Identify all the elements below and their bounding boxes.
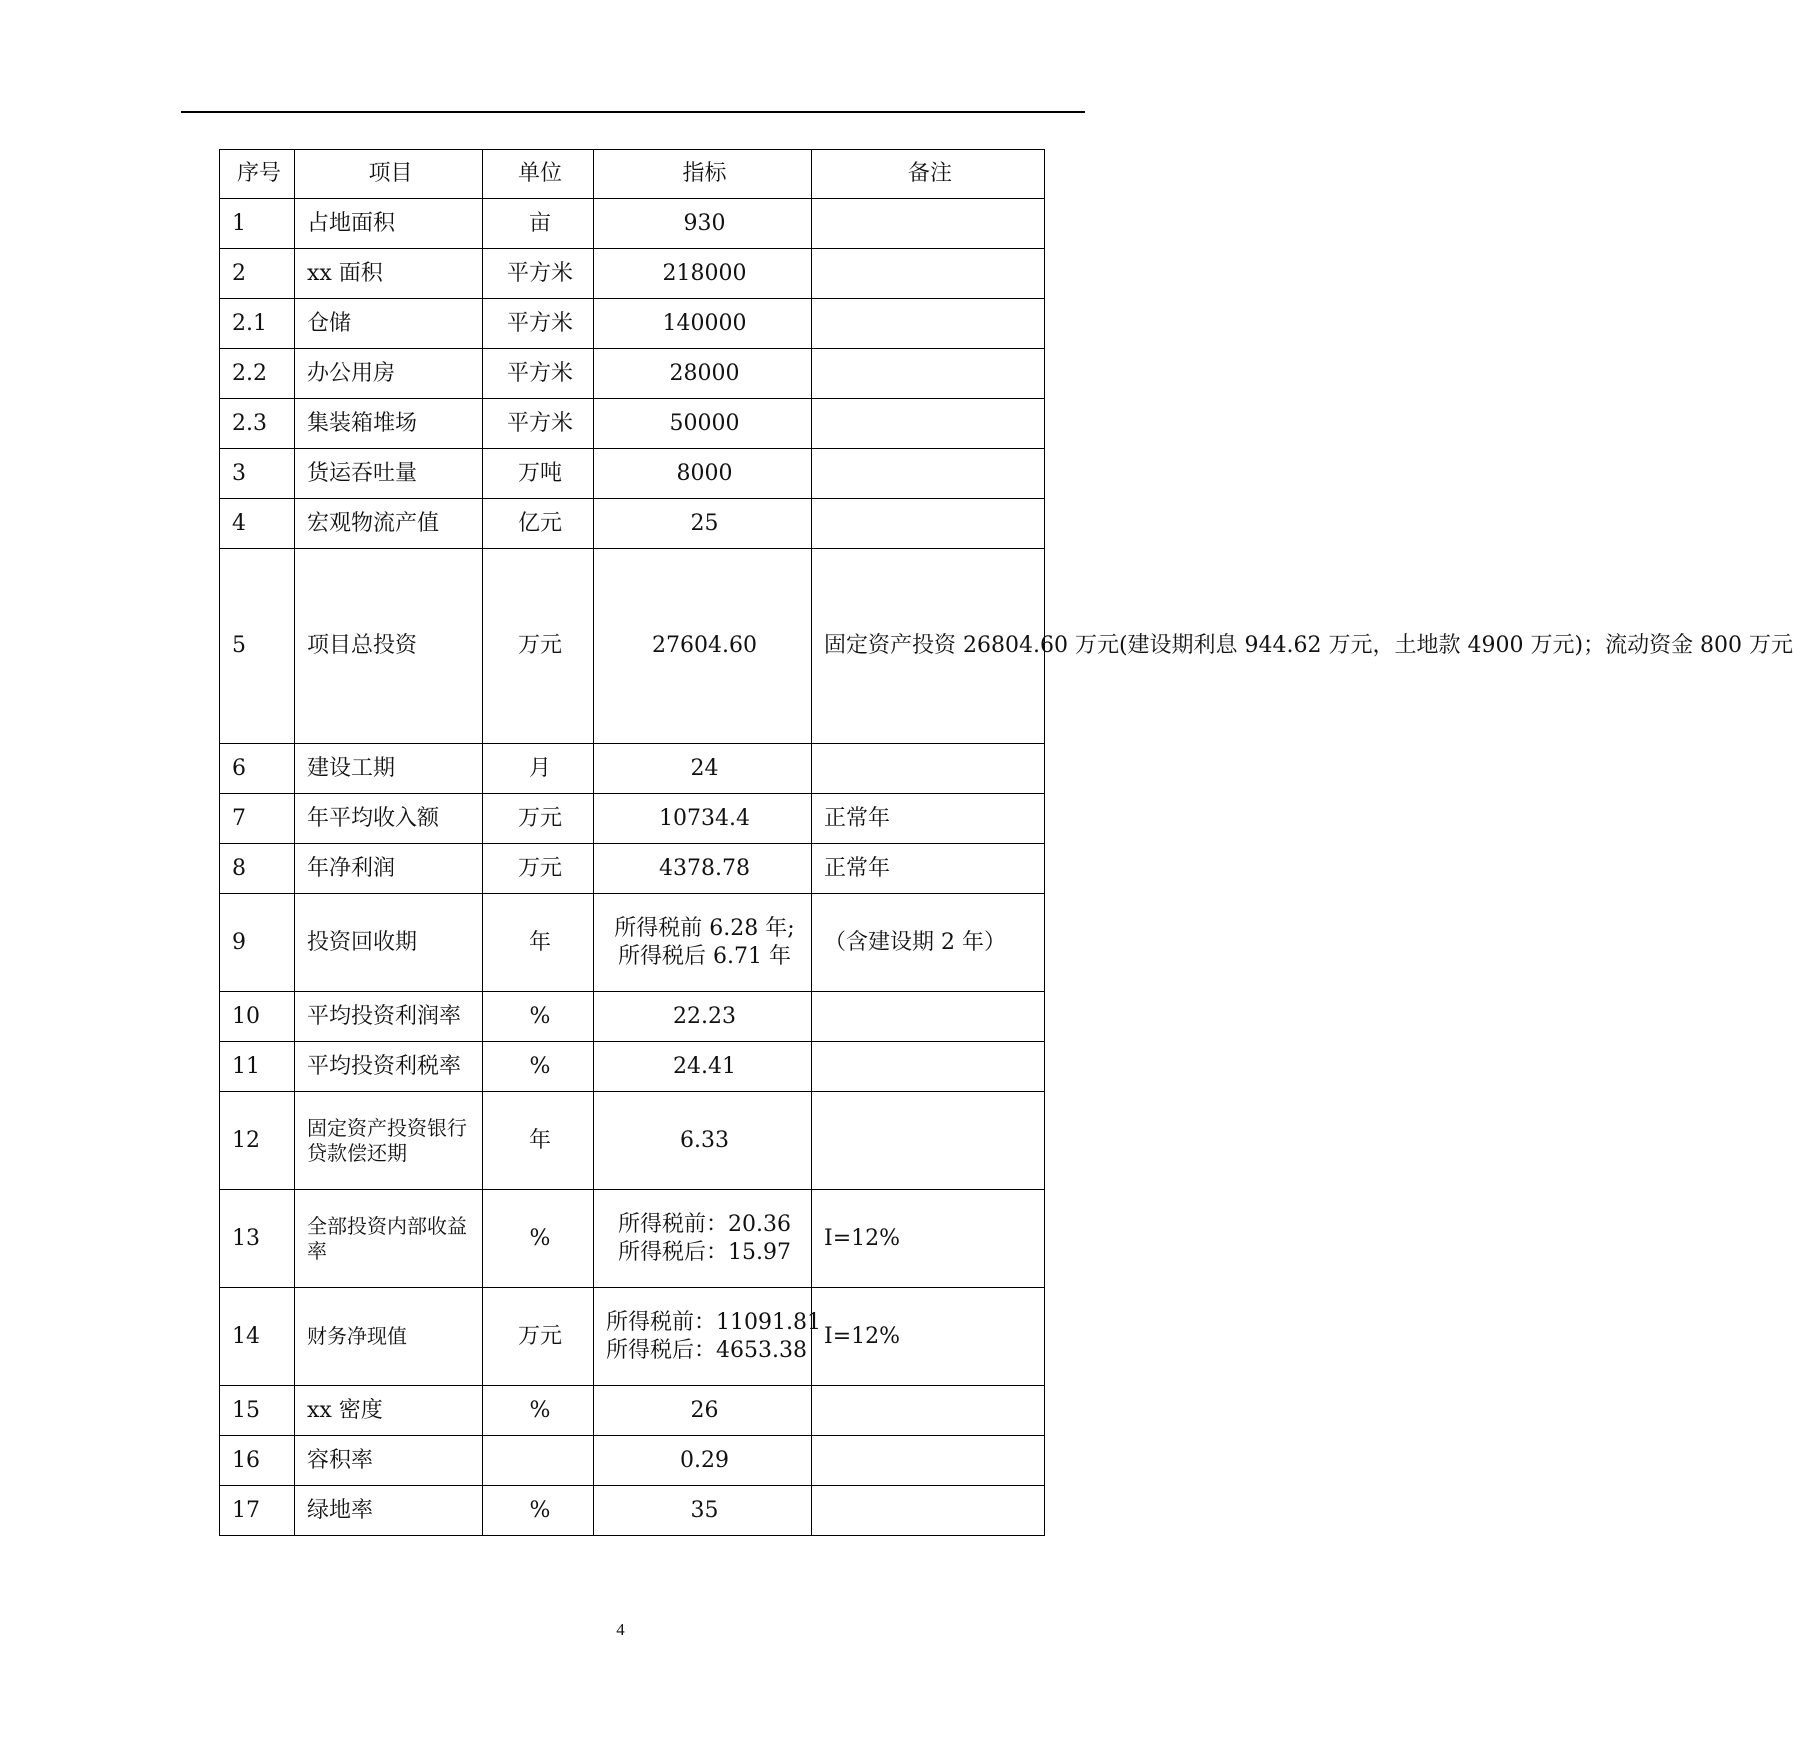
row-no: 7 [220, 794, 295, 844]
row-value: 22.23 [594, 992, 812, 1042]
item-line: 率 [307, 1238, 327, 1263]
row-value: 24.41 [594, 1042, 812, 1092]
table-row [220, 1288, 1045, 1386]
table-row [220, 549, 1045, 744]
row-item: 占地面积 [295, 199, 483, 249]
row-unit: 平方米 [483, 349, 594, 399]
table-row [220, 249, 1045, 299]
row-item: 年平均收入额 [295, 794, 483, 844]
row-no: 5 [220, 549, 295, 744]
row-no: 12 [220, 1092, 295, 1190]
row-item: 宏观物流产值 [295, 499, 483, 549]
row-no: 6 [220, 744, 295, 794]
row-unit [483, 1436, 594, 1486]
item-line: 固定资产投资银行 [307, 1115, 467, 1140]
row-value [594, 894, 812, 992]
value-line: 所得税后：15.97 [618, 1239, 791, 1265]
value-line: 所得税后：4653.38 [606, 1337, 807, 1363]
row-value: 10734.4 [594, 794, 812, 844]
row-note: （含建设期 2 年） [812, 894, 1045, 992]
row-note: 正常年 [812, 844, 1045, 894]
row-no: 15 [220, 1386, 295, 1436]
row-value: 8000 [594, 449, 812, 499]
table-row [220, 1042, 1045, 1092]
row-item: 财务净现值 [295, 1288, 483, 1386]
row-no: 16 [220, 1436, 295, 1486]
row-item: 投资回收期 [295, 894, 483, 992]
row-unit: 年 [483, 894, 594, 992]
row-note: I=12% [812, 1288, 1045, 1386]
row-unit: % [483, 1190, 594, 1288]
row-value: 218000 [594, 249, 812, 299]
item-line: 贷款偿还期 [307, 1140, 407, 1165]
row-value: 0.29 [594, 1436, 812, 1486]
row-item: 项目总投资 [295, 549, 483, 744]
row-unit: 亩 [483, 199, 594, 249]
row-value [594, 1288, 821, 1386]
row-note [812, 499, 1045, 549]
row-item [295, 1190, 483, 1288]
row-no: 2 [220, 249, 295, 299]
row-value: 26 [594, 1386, 812, 1436]
page-number: 4 [616, 1620, 625, 1639]
table-row [220, 449, 1045, 499]
table-row [220, 992, 1045, 1042]
row-value: 24 [594, 744, 812, 794]
row-no: 4 [220, 499, 295, 549]
row-unit: % [483, 1486, 594, 1536]
row-item: 办公用房 [295, 349, 483, 399]
row-unit: % [483, 1386, 594, 1436]
table-row [220, 744, 1045, 794]
row-unit: 万元 [483, 1288, 594, 1386]
row-note [812, 1386, 1045, 1436]
row-no: 2.3 [220, 399, 295, 449]
row-unit: 万元 [483, 844, 594, 894]
row-note [812, 1092, 1045, 1190]
row-no: 2.2 [220, 349, 295, 399]
item-line: 全部投资内部收益 [307, 1213, 467, 1238]
value-line: 所得税后 6.71 年 [618, 943, 791, 969]
row-note [812, 299, 1045, 349]
row-no: 11 [220, 1042, 295, 1092]
row-value: 140000 [594, 299, 812, 349]
row-item: 平均投资利税率 [295, 1042, 483, 1092]
row-no: 13 [220, 1190, 295, 1288]
row-unit: 年 [483, 1092, 594, 1190]
row-note [812, 349, 1045, 399]
row-value: 50000 [594, 399, 812, 449]
row-note [812, 249, 1045, 299]
row-note [812, 199, 1045, 249]
row-unit: 平方米 [483, 399, 594, 449]
row-value: 4378.78 [594, 844, 812, 894]
row-item: 货运吞吐量 [295, 449, 483, 499]
row-value: 6.33 [594, 1092, 812, 1190]
row-item: 绿地率 [295, 1486, 483, 1536]
row-unit: 亿元 [483, 499, 594, 549]
indicator-table [219, 149, 1793, 1536]
row-item: 年净利润 [295, 844, 483, 894]
row-unit: 万吨 [483, 449, 594, 499]
header-note: 备注 [812, 150, 1045, 199]
row-unit: % [483, 992, 594, 1042]
header-no: 序号 [220, 150, 295, 199]
row-unit: 平方米 [483, 299, 594, 349]
row-note: 正常年 [812, 794, 1045, 844]
row-value: 28000 [594, 349, 812, 399]
row-item: xx 密度 [295, 1386, 483, 1436]
row-note [812, 449, 1045, 499]
row-value: 25 [594, 499, 812, 549]
row-value: 35 [594, 1486, 812, 1536]
row-item: 仓储 [295, 299, 483, 349]
row-value [594, 1190, 812, 1288]
row-item: 建设工期 [295, 744, 483, 794]
row-no: 2.1 [220, 299, 295, 349]
row-unit: 平方米 [483, 249, 594, 299]
table-row [220, 844, 1045, 894]
row-value: 930 [594, 199, 812, 249]
row-no: 10 [220, 992, 295, 1042]
row-item: xx 面积 [295, 249, 483, 299]
table-row [220, 299, 1045, 349]
row-no: 1 [220, 199, 295, 249]
row-no: 8 [220, 844, 295, 894]
table-row [220, 1386, 1045, 1436]
row-no: 3 [220, 449, 295, 499]
row-unit: 万元 [483, 549, 594, 744]
row-note [812, 1486, 1045, 1536]
table-row [220, 1092, 1045, 1190]
row-unit: % [483, 1042, 594, 1092]
table-row [220, 1486, 1045, 1536]
row-note [812, 744, 1045, 794]
row-note: I=12% [812, 1190, 1045, 1288]
row-note [812, 1042, 1045, 1092]
header-item: 项目 [295, 150, 483, 199]
row-note [812, 992, 1045, 1042]
row-item: 平均投资利润率 [295, 992, 483, 1042]
row-item: 容积率 [295, 1436, 483, 1486]
row-note [812, 399, 1045, 449]
value-line: 所得税前：11091.81 [606, 1310, 821, 1335]
header-unit: 单位 [483, 150, 594, 199]
row-note: 固定资产投资 26804.60 万元(建设期利息 944.62 万元，土地款 4900 万元)；流动资金 800 万元 [812, 549, 1045, 744]
row-no: 17 [220, 1486, 295, 1536]
row-value: 27604.60 [594, 549, 812, 744]
table-row [220, 894, 1045, 992]
row-unit: 月 [483, 744, 594, 794]
table-row [220, 199, 1045, 249]
row-no: 9 [220, 894, 295, 992]
table-row [220, 794, 1045, 844]
row-item [295, 1092, 483, 1190]
row-note [812, 1436, 1045, 1486]
table-header-row [220, 150, 1045, 199]
row-no: 14 [220, 1288, 295, 1386]
value-line: 所得税前：20.36 [618, 1212, 791, 1237]
table-row [220, 1436, 1045, 1486]
row-unit: 万元 [483, 794, 594, 844]
table-row [220, 499, 1045, 549]
table-row [220, 399, 1045, 449]
header-value: 指标 [594, 150, 812, 199]
row-item: 集装箱堆场 [295, 399, 483, 449]
header-rule [181, 111, 1085, 113]
table-row [220, 1190, 1045, 1288]
value-line: 所得税前 6.28 年; [614, 916, 795, 941]
table-row [220, 349, 1045, 399]
